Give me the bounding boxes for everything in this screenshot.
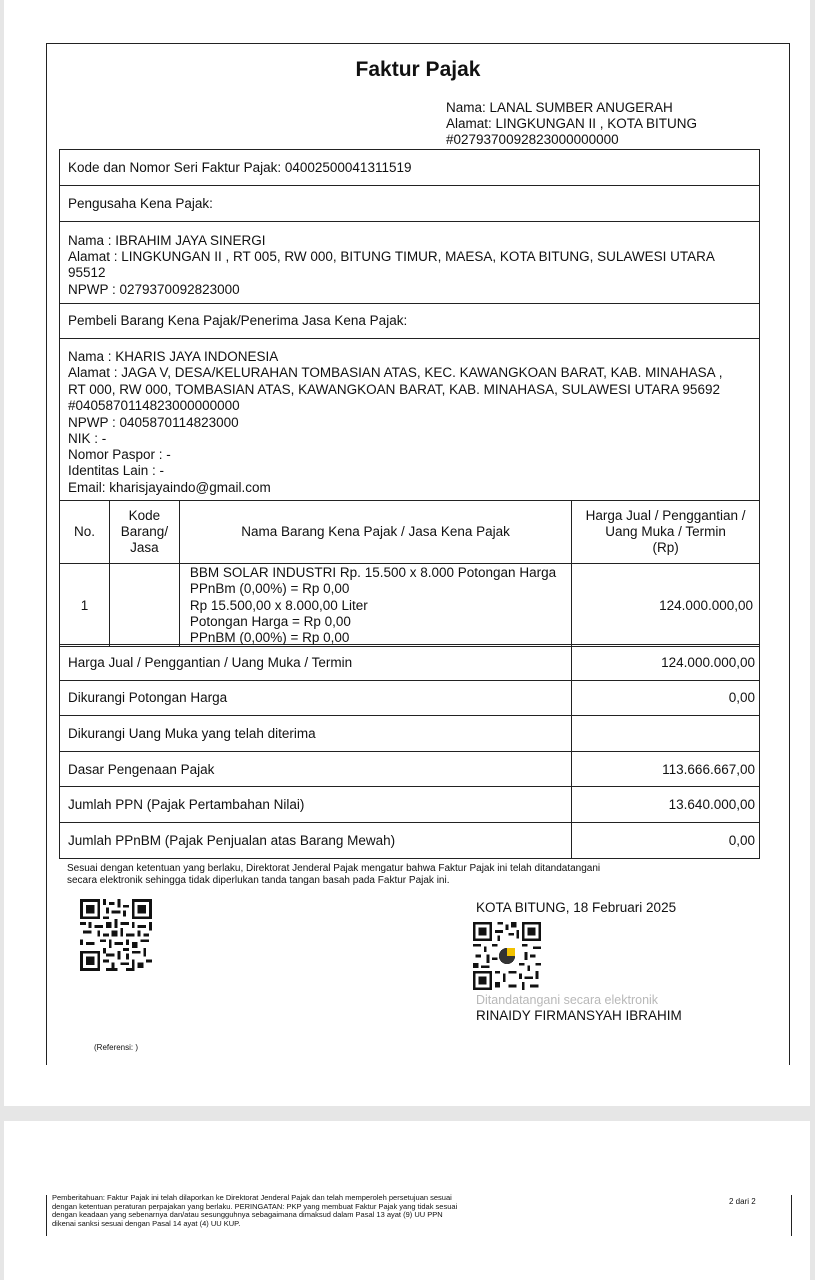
invoice-code: Kode dan Nomor Seri Faktur Pajak: 04002500041311519 [68,160,412,175]
page-frame-left [46,43,47,1065]
summary-value: 124.000.000,00 [572,645,760,681]
header-code-line-1: Kode [128,507,161,523]
summary-label: Harga Jual / Penggantian / Uang Muka / Termin [60,645,572,681]
summary-label: Jumlah PPN (Pajak Pertambahan Nilai) [60,787,572,823]
item-desc-line-1: BBM SOLAR INDUSTRI Rp. 15.500 x 8.000 Potongan Harga [189,565,557,580]
summary-row [60,751,760,787]
summary-row [60,716,760,752]
items-header-row [60,501,760,564]
summary-value: 0,00 [572,680,760,716]
page-number: 2 dari 2 [729,1197,756,1206]
header-code-line-2: Barang/ [120,523,169,539]
header-price-line-1: Harga Jual / Penggantian / [585,507,746,523]
pkp-npwp: NPWP : 0279370092823000 [68,282,240,297]
pkp-details [59,221,760,303]
invoice-page-2 [4,1121,810,1280]
summary-row [60,822,760,858]
buyer-details [59,338,760,501]
buyer-passport: Nomor Paspor : - [68,447,171,462]
buyer-id: #0405870114823000000000 [68,398,240,413]
buyer-email: Email: kharisjayaindo@gmail.com [68,480,271,495]
signed-electronically-note: Ditandatangani secara elektronik [476,993,659,1007]
legal-note-line-1: Sesuai dengan ketentuan yang berlaku, Direktorat Jenderal Pajak mengatur bahwa Faktur Pajak ini telah ditandatangani [67,863,601,874]
buyer-other-id: Identitas Lain : - [68,463,165,478]
summary-row [60,680,760,716]
qr-graphic-1 [80,899,152,971]
summary-label: Jumlah PPnBM (Pajak Penjualan atas Barang Mewah) [60,822,572,858]
item-no: 1 [60,564,110,647]
invoice-page-1 [4,0,810,1106]
item-description [179,564,571,647]
footer-notice-line-4: dikenai sanksi sesuai dengan Pasal 14 ayat (4) UU KUP. [52,1218,241,1228]
item-desc-line-3: Rp 15.500,00 x 8.000,00 Liter [189,597,368,613]
page-frame-right [789,43,790,1065]
footer-notice [52,1194,522,1228]
summary-label: Dasar Pengenaan Pajak [60,751,572,787]
summary-value [572,716,760,752]
footer-notice-line-3: dengan keadaan yang sebenarnya dan/atau sesungguhnya sebagaimana dimaksud dalam Pasal 13 ayat (9) UU PPN [52,1210,443,1220]
qr-graphic-2 [472,922,542,990]
page-frame-top [46,43,790,44]
summary-value: 13.640.000,00 [572,787,760,823]
item-desc-line-4: Potongan Harga = Rp 0,00 [189,613,351,629]
invoice-code-row [59,149,760,185]
header-name: Nama Barang Kena Pajak / Jasa Kena Pajak [179,501,571,564]
document-title: Faktur Pajak [355,58,481,81]
header-price-line-3: (Rp) [652,540,679,556]
summary-table [59,644,760,859]
header-code [109,501,179,564]
header-code-line-3: Jasa [130,540,159,556]
seller-address: Alamat: LINGKUNGAN II , KOTA BITUNG [446,116,698,131]
seller-header [446,100,697,148]
place-date: KOTA BITUNG, 18 Februari 2025 [476,900,677,915]
footer-notice-line-1: Pemberitahuan: Faktur Pajak ini telah dilaporkan ke Direktorat Jenderal Pajak dan telah memperoleh persetujuan sesuai [52,1193,452,1202]
pkp-heading: Pengusaha Kena Pajak: [68,196,213,211]
item-code [109,564,179,647]
item-amount: 124.000.000,00 [572,564,760,647]
pkp-name: Nama : IBRAHIM JAYA SINERGI [68,233,266,248]
items-table [59,500,760,647]
table-row [60,564,760,647]
header-no: No. [60,501,110,564]
signer-name: RINAIDY FIRMANSYAH IBRAHIM [476,1008,682,1023]
buyer-npwp: NPWP : 0405870114823000 [68,415,239,430]
summary-value: 0,00 [572,822,760,858]
item-desc-line-2: PPnBm (0,00%) = Rp 0,00 [189,581,350,597]
legal-note-line-2: secara elektronik sehingga tidak diperlukan tanda tangan basah pada Faktur Pajak ini. [67,874,450,886]
header-price-line-2: Uang Muka / Termin [605,523,726,539]
legal-note [67,863,707,886]
pkp-heading-row [59,185,760,221]
summary-value: 113.666.667,00 [572,751,760,787]
reference-label: (Referensi: ) [94,1043,139,1052]
seller-name: Nama: LANAL SUMBER ANUGERAH [446,100,673,115]
buyer-address-1: Alamat : JAGA V, DESA/KELURAHAN TOMBASIAN ATAS, KEC. KAWANGKOAN BARAT, KAB. MINAHASA , [68,365,723,380]
buyer-nik: NIK : - [68,431,107,446]
header-price [572,501,760,564]
summary-row [60,787,760,823]
buyer-name: Nama : KHARIS JAYA INDONESIA [68,349,279,364]
summary-label: Dikurangi Uang Muka yang telah diterima [60,716,572,752]
signature-qr-code [472,922,542,990]
buyer-address-2: RT 000, RW 000, TOMBASIAN ATAS, KAWANGKOAN BARAT, KAB. MINAHASA, SULAWESI UTARA 95692 [68,382,720,397]
summary-label: Dikurangi Potongan Harga [60,680,572,716]
summary-row [60,645,760,681]
pkp-address-1: Alamat : LINGKUNGAN II , RT 005, RW 000, BITUNG TIMUR, MAESA, KOTA BITUNG, SULAWESI UTARA [68,249,715,264]
buyer-heading: Pembeli Barang Kena Pajak/Penerima Jasa Kena Pajak: [68,313,408,328]
buyer-heading-row [59,303,760,338]
item-desc-line-5: PPnBM (0,00%) = Rp 0,00 [189,630,350,646]
pkp-address-2: 95512 [68,265,106,280]
footer-notice-line-2: dengan ketentuan peraturan perpajakan yang berlaku. PERINGATAN: PKP yang membuat Faktur Pajak yang tidak sesuai [52,1201,458,1211]
invoice-qr-code [80,899,152,971]
seller-id: #0279370092823000000000 [446,132,619,147]
